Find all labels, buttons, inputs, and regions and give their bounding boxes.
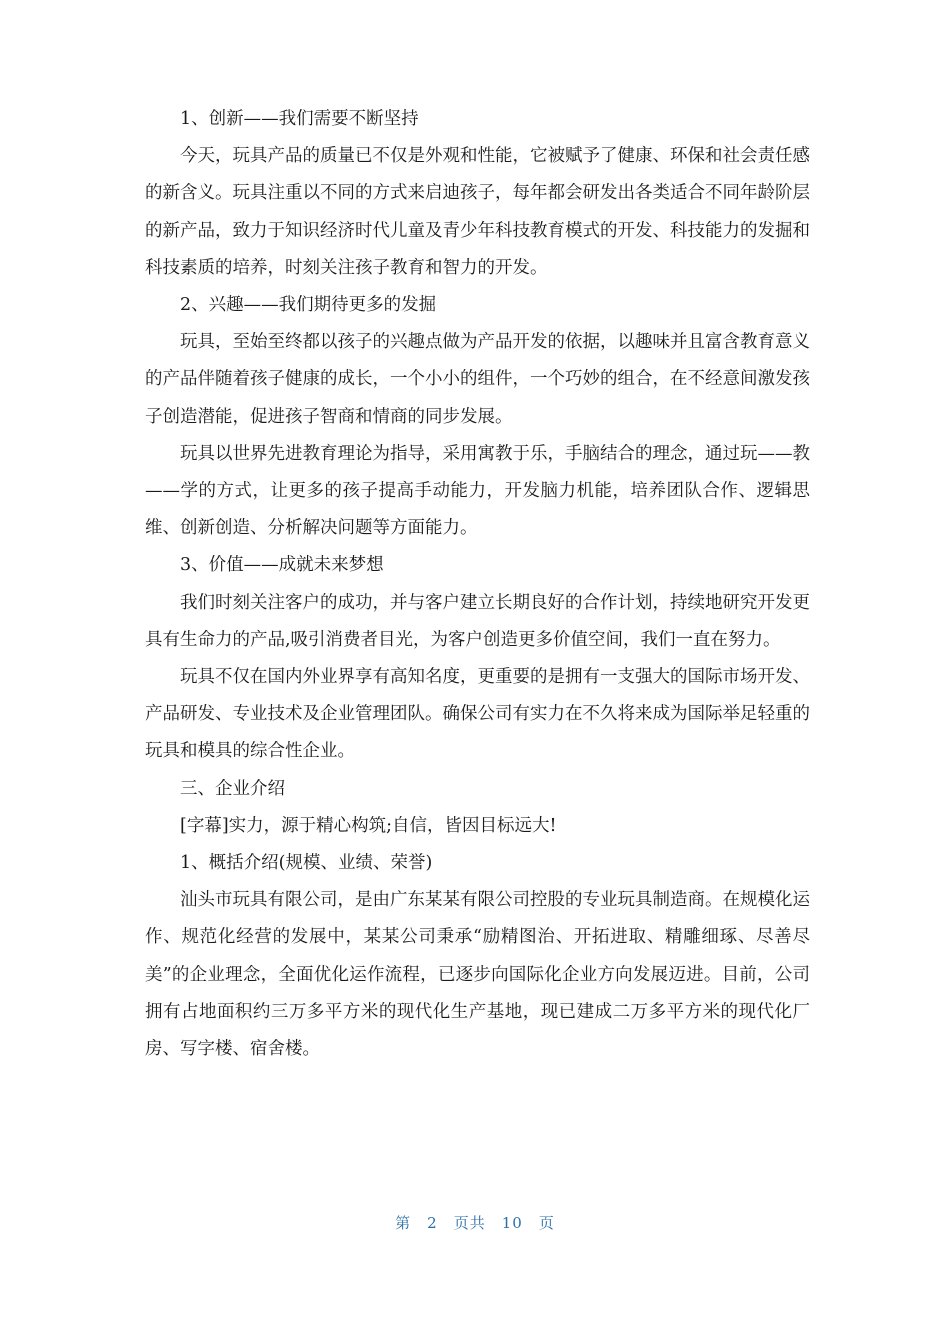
footer-suffix: 页 [538, 1214, 555, 1232]
section-heading-company-intro: 三、企业介绍 [180, 778, 285, 799]
paragraph-customer-success: 我们时刻关注客户的成功，并与客户建立长期良好的合作计划，持续地研究开发更具有生命力的产品,吸引消费者目光，为客户创造更多价值空间，我们一直在努力。 [145, 592, 810, 650]
paragraph-company-overview: 汕头市玩具有限公司，是由广东某某有限公司控股的专业玩具制造商。在规模化运作、规范化经营的发展中，某某公司秉承“励精图治、开拓进取、精雕细琢、尽善尽美”的企业理念，全面优化运作流程，已逐步向国际化企业方向发展迈进。目前，公司拥有占地面积约三万多平方米的现代化生产基地，现已建成二万多平方米的现代化厂房、写字楼、宿舍楼。 [145, 890, 810, 1060]
paragraph-education-philosophy: 玩具以世界先进教育理论为指导，采用寓教于乐，手脑结合的理念，通过玩——教——学的方式，让更多的孩子提高手动能力，开发脑力机能，培养团队合作、逻辑思维、创新创造、分析解决问题等方面能力。 [145, 443, 810, 539]
section-heading-overview: 1、概括介绍(规模、业绩、荣誉) [180, 853, 433, 874]
caption-line: [字幕]实力，源于精心构筑;自信，皆因目标远大! [180, 815, 557, 836]
paragraph-reputation: 玩具不仅在国内外业界享有高知名度，更重要的是拥有一支强大的国际市场开发、产品研发、专业技术及企业管理团队。确保公司有实力在不久将来成为国际举足轻重的玩具和模具的综合性企业。 [145, 667, 810, 762]
section-heading-interest: 2、兴趣——我们期待更多的发掘 [180, 295, 437, 316]
section-heading-value: 3、价值——成就未来梦想 [180, 555, 384, 576]
footer-total-pages: 10 [501, 1214, 523, 1232]
paragraph-innovation: 今天，玩具产品的质量已不仅是外观和性能，它被赋予了健康、环保和社会责任感的新含义。玩具注重以不同的方式来启迪孩子，每年都会研发出各类适合不同年龄阶层的新产品，致力于知识经济时代儿童及青少年科技教育模式的开发、科技能力的发掘和科技素质的培养，时刻关注孩子教育和智力的开发。 [145, 146, 810, 278]
page-footer [0, 1212, 950, 1233]
document-body [145, 101, 810, 1068]
footer-page-number: 2 [427, 1214, 438, 1232]
footer-prefix: 第 [395, 1214, 412, 1232]
section-heading-innovation: 1、创新——我们需要不断坚持 [180, 109, 419, 129]
paragraph-interest: 玩具，至始至终都以孩子的兴趣点做为产品开发的依据，以趣味并且富含教育意义的产品伴随着孩子健康的成长，一个小小的组件，一个巧妙的组合，在不经意间激发孩子创造潜能，促进孩子智商和情商的同步发展。 [145, 332, 810, 427]
footer-middle: 页共 [453, 1214, 486, 1232]
